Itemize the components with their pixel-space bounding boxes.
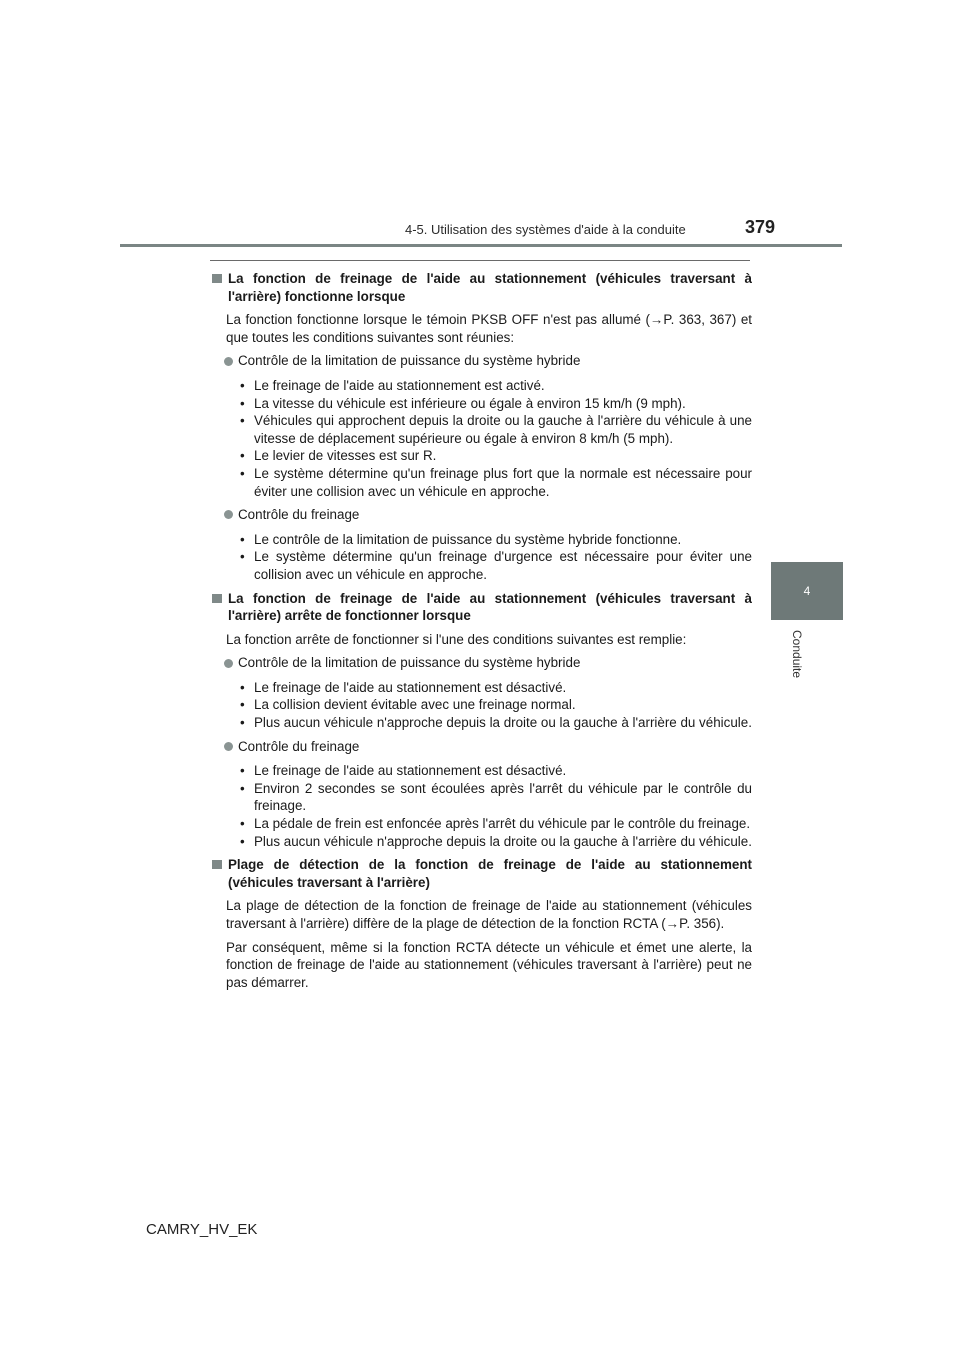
subsection-title	[210, 654, 752, 672]
body-paragraph: La fonction arrête de fonctionner si l'une des conditions suivantes est remplie:	[226, 631, 687, 647]
list-item	[210, 714, 752, 732]
condition-list	[210, 531, 752, 584]
condition-list	[210, 377, 752, 500]
bullet-dot-icon: •	[240, 531, 245, 547]
square-bullet-icon	[212, 860, 222, 869]
bullet-dot-icon: •	[240, 780, 245, 796]
list-item-text: La vitesse du véhicule est inférieure ou égale à environ 15 km/h (9 mph).	[254, 395, 686, 411]
page-content	[210, 268, 752, 997]
chapter-tab	[771, 562, 843, 620]
list-item	[210, 696, 752, 714]
model-code: CAMRY_HV_EK	[146, 1221, 258, 1238]
bullet-dot-icon: •	[240, 816, 245, 832]
list-item-text: Le levier de vitesses est sur R.	[254, 448, 437, 464]
list-item-text: La collision devient évitable avec une freinage normal.	[254, 697, 576, 713]
square-bullet-icon	[212, 274, 222, 283]
list-item	[210, 377, 752, 395]
body-paragraph: La fonction fonctionne lorsque le témoin PKSB OFF n'est pas allumé (→P. 363, 367) et que toutes les conditions suivantes sont réunies:	[226, 312, 752, 345]
bullet-dot-icon: •	[240, 833, 245, 849]
list-item-text: Le système détermine qu'un freinage plus fort que la normale est nécessaire pour éviter une collision avec un véhicule en approche.	[254, 465, 752, 499]
subsection-title-text: Contrôle de la limitation de puissance du système hybride	[238, 655, 581, 671]
square-bullet-icon	[212, 594, 222, 603]
condition-list	[210, 762, 752, 850]
bullet-dot-icon: •	[240, 448, 245, 464]
subsection-title	[210, 738, 752, 756]
header-rule	[120, 244, 842, 247]
bullet-dot-icon: •	[240, 763, 245, 779]
list-item	[210, 833, 752, 851]
bullet-dot-icon: •	[240, 413, 245, 429]
list-item-text: Le contrôle de la limitation de puissance du système hybride fonctionne.	[254, 531, 682, 547]
list-item	[210, 412, 752, 447]
list-item	[210, 815, 752, 833]
circle-bullet-icon	[224, 659, 233, 668]
list-item-text: Le freinage de l'aide au stationnement est activé.	[254, 377, 545, 393]
body-paragraph: La plage de détection de la fonction de freinage de l'aide au stationnement (véhicules traversant à l'arrière) diffère de la plage de détection de la fonction RCTA (→P. 356).	[226, 898, 752, 931]
list-item-text: Environ 2 secondes se sont écoulées après l'arrêt du véhicule par le contrôle du freinage.	[254, 780, 752, 814]
list-item	[210, 780, 752, 815]
chapter-number: 4	[803, 584, 811, 598]
list-item-text: Plus aucun véhicule n'approche depuis la droite ou la gauche à l'arrière du véhicule.	[254, 833, 752, 849]
list-item-text: Plus aucun véhicule n'approche depuis la droite ou la gauche à l'arrière du véhicule.	[254, 715, 752, 731]
section-heading	[210, 590, 752, 625]
section-heading	[210, 270, 752, 305]
circle-bullet-icon	[224, 357, 233, 366]
subsection-title	[210, 506, 752, 524]
bullet-dot-icon: •	[240, 549, 245, 565]
page-number: 379	[745, 217, 776, 237]
subsection-title-text: Contrôle du freinage	[238, 507, 360, 523]
section-heading-text: La fonction de freinage de l'aide au stationnement (véhicules traversant à l'arrière) arrête de fonctionner lorsque	[228, 590, 752, 624]
bullet-dot-icon: •	[240, 697, 245, 713]
list-item-text: Le freinage de l'aide au stationnement est désactivé.	[254, 679, 567, 695]
body-paragraph: Par conséquent, même si la fonction RCTA détecte un véhicule et émet une alerte, la fonction de freinage de l'aide au stationnement (véhicules traversant à l'arrière) peut ne pas démarrer.	[226, 939, 752, 990]
bullet-dot-icon: •	[240, 395, 245, 411]
subsection-title-text: Contrôle du freinage	[238, 738, 360, 754]
condition-list	[210, 679, 752, 732]
bullet-dot-icon: •	[240, 377, 245, 393]
list-item	[210, 395, 752, 413]
list-item	[210, 447, 752, 465]
bullet-dot-icon: •	[240, 465, 245, 481]
list-item	[210, 531, 752, 549]
bullet-dot-icon: •	[240, 679, 245, 695]
list-item-text: Le freinage de l'aide au stationnement est désactivé.	[254, 763, 567, 779]
section-heading-text: Plage de détection de la fonction de freinage de l'aide au stationnement (véhicules traversant à l'arrière)	[228, 857, 752, 890]
section-rule	[210, 260, 750, 261]
chapter-label: Conduite	[790, 630, 804, 679]
list-item	[210, 679, 752, 697]
list-item-text: Véhicules qui approchent depuis la droite ou la gauche à l'arrière du véhicule à une vitesse de déplacement supérieure ou égale à environ 8 km/h (5 mph).	[254, 413, 752, 446]
subsection-title	[210, 352, 752, 370]
bullet-dot-icon: •	[240, 715, 245, 731]
list-item	[210, 762, 752, 780]
section-heading-text: La fonction de freinage de l'aide au stationnement (véhicules traversant à l'arrière) fonctionne lorsque	[228, 271, 752, 304]
circle-bullet-icon	[224, 742, 233, 751]
circle-bullet-icon	[224, 510, 233, 519]
list-item	[210, 548, 752, 583]
list-item-text: Le système détermine qu'un freinage d'urgence est nécessaire pour éviter une collision avec un véhicule en approche.	[254, 549, 752, 582]
section-heading	[210, 856, 752, 891]
list-item-text: La pédale de frein est enfoncée après l'arrêt du véhicule par le contrôle du freinage.	[254, 816, 751, 832]
list-item	[210, 465, 752, 500]
subsection-title-text: Contrôle de la limitation de puissance du système hybride	[238, 353, 581, 369]
running-header: 4-5. Utilisation des systèmes d'aide à la conduite	[405, 222, 686, 237]
